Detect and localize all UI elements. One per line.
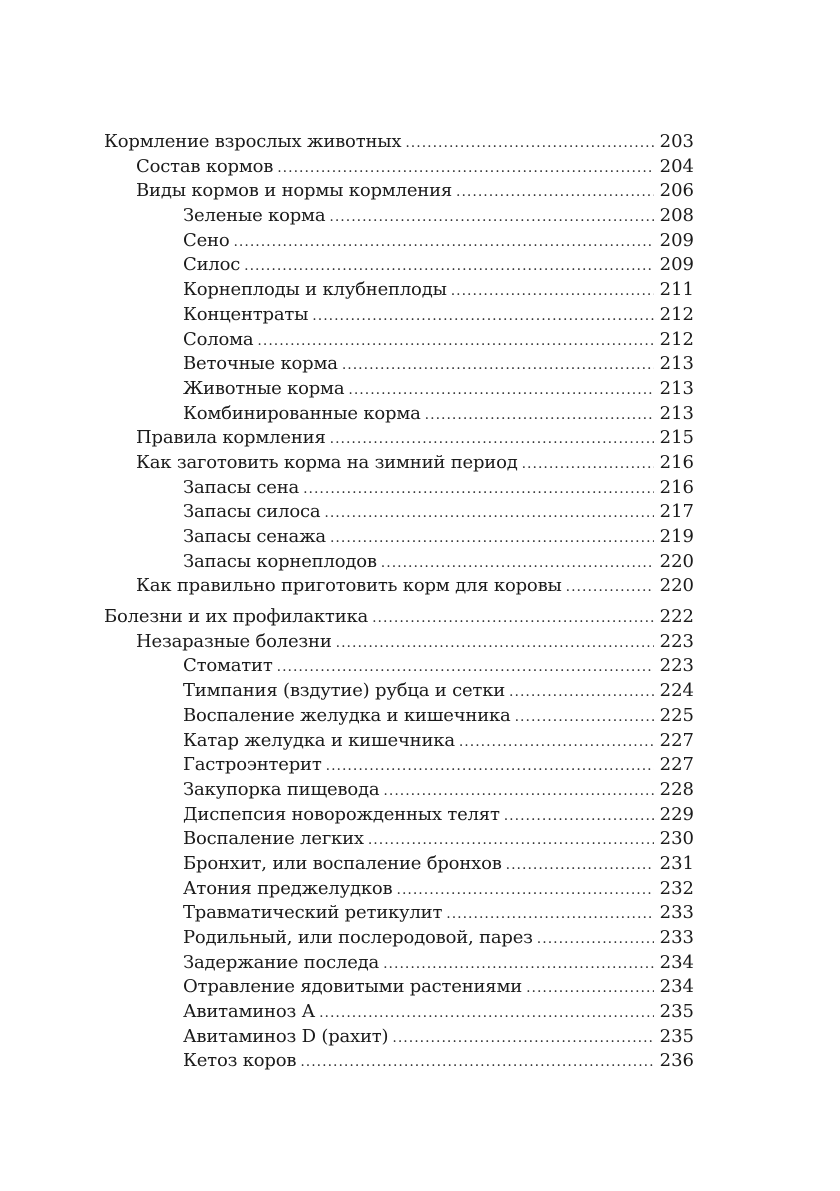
dot-leader: [312, 304, 653, 329]
dot-leader: [459, 730, 654, 755]
dot-leader: [319, 1001, 654, 1026]
toc-entry-page-number: 230: [659, 828, 694, 850]
toc-entry-page-number: 229: [659, 803, 694, 825]
dot-leader: [277, 156, 653, 181]
toc-entry-title: Веточные корма: [183, 353, 338, 375]
dot-leader: [515, 705, 654, 730]
toc-entry-title: Тимпания (вздутие) рубца и сетки: [183, 680, 506, 702]
toc-entry-page-number: 224: [659, 680, 694, 702]
toc-entry-title: Диспепсия новорожденных телят: [183, 803, 500, 825]
dot-leader: [233, 230, 653, 255]
toc-entry-page-number: 213: [659, 353, 694, 375]
dot-leader: [456, 180, 654, 205]
toc-entry-title: Запасы корнеплодов: [183, 550, 377, 572]
dot-leader: [336, 631, 654, 656]
toc-entry[interactable]: [104, 852, 694, 877]
toc-entry[interactable]: [104, 975, 694, 1000]
toc-entry-page-number: 235: [659, 1025, 694, 1047]
toc-entry-page-number: 233: [659, 927, 694, 948]
toc-entry-title: Зеленые корма: [183, 205, 326, 227]
toc-entry-title: Запасы сенажа: [183, 526, 326, 547]
dot-leader: [451, 279, 654, 304]
toc-entry-title: Воспаление желудка и кишечника: [183, 704, 511, 726]
toc-entry-title: Задержание последа: [183, 951, 380, 973]
dot-leader: [526, 976, 654, 1001]
toc-entry-title: Виды кормов и нормы кормления: [136, 180, 453, 202]
toc-entry-title: Воспаление легких: [183, 828, 364, 850]
toc-entry-title: Стоматит: [183, 655, 273, 677]
toc-entry-page-number: 220: [659, 575, 694, 597]
toc-entry-title: Комбинированные корма: [183, 402, 421, 424]
toc-entry-title: Гастроэнтерит: [183, 754, 322, 776]
toc-entry[interactable]: [104, 229, 694, 254]
toc-entry[interactable]: [104, 1025, 694, 1050]
toc-entry[interactable]: [104, 704, 694, 729]
dot-leader: [330, 427, 654, 452]
table-of-contents: [104, 130, 694, 1074]
dot-leader: [300, 1050, 653, 1075]
dot-leader: [324, 501, 653, 526]
toc-entry-page-number: 228: [659, 778, 694, 800]
toc-entry-page-number: 219: [659, 526, 694, 547]
toc-entry-title: Солома: [183, 328, 254, 350]
toc-section-entry[interactable]: [104, 130, 694, 155]
toc-entry-title: Как заготовить корма на зимний период: [136, 451, 518, 473]
toc-entry-page-number: 212: [659, 303, 694, 325]
dot-leader: [326, 754, 654, 779]
toc-entry-title: Запасы силоса: [183, 501, 321, 523]
toc-entry-title: Животные корма: [183, 377, 345, 399]
toc-entry[interactable]: [104, 179, 694, 204]
toc-entry-title: Концентраты: [183, 303, 309, 325]
toc-section-entry[interactable]: [104, 605, 694, 630]
toc-entry[interactable]: [104, 525, 694, 550]
toc-entry[interactable]: [104, 550, 694, 575]
dot-leader: [383, 952, 654, 977]
toc-entry-title: Корнеплоды и клубнеплоды: [183, 279, 447, 301]
dot-leader: [257, 329, 653, 354]
toc-entry[interactable]: [104, 328, 694, 353]
toc-entry-page-number: 203: [659, 131, 694, 152]
toc-entry-page-number: 236: [659, 1050, 694, 1072]
toc-entry[interactable]: [104, 402, 694, 427]
toc-entry[interactable]: [104, 803, 694, 828]
dot-leader: [244, 254, 654, 279]
dot-leader: [342, 353, 654, 378]
toc-entry[interactable]: [104, 352, 694, 377]
dot-leader: [405, 131, 653, 156]
toc-entry-page-number: 223: [659, 630, 694, 652]
dot-leader: [368, 828, 654, 853]
toc-entry-page-number: 231: [659, 852, 694, 874]
dot-leader: [303, 477, 654, 502]
toc-entry-page-number: 222: [659, 606, 694, 628]
dot-leader: [372, 606, 654, 631]
toc-entry-page-number: 235: [659, 1001, 694, 1023]
toc-entry-title: Правила кормления: [136, 427, 326, 449]
toc-entry-title: Бронхит, или воспаление бронхов: [183, 852, 502, 874]
toc-entry[interactable]: [104, 155, 694, 180]
toc-entry[interactable]: [104, 778, 694, 803]
toc-entry-title: Травматический ретикулит: [183, 902, 443, 924]
toc-entry[interactable]: [104, 426, 694, 451]
dot-leader: [566, 575, 654, 600]
toc-entry-title: Запасы сена: [183, 476, 300, 498]
toc-entry[interactable]: [104, 451, 694, 476]
dot-leader: [504, 804, 654, 829]
toc-entry-page-number: 223: [659, 655, 694, 677]
dot-leader: [383, 779, 653, 804]
toc-entry-page-number: 216: [659, 476, 694, 498]
toc-entry-page-number: 216: [659, 451, 694, 473]
toc-entry-title: Болезни и их профилактика: [104, 606, 369, 628]
toc-entry-page-number: 206: [659, 180, 694, 202]
toc-entry-title: Незаразные болезни: [136, 630, 332, 652]
dot-leader: [330, 526, 654, 551]
toc-entry[interactable]: [104, 500, 694, 525]
toc-entry-title: Силос: [183, 254, 241, 276]
toc-entry-page-number: 232: [659, 877, 694, 899]
toc-entry[interactable]: [104, 476, 694, 501]
dot-leader: [506, 853, 654, 878]
toc-entry-page-number: 234: [659, 951, 694, 973]
toc-entry-title: Сено: [183, 229, 230, 251]
toc-entry[interactable]: [104, 951, 694, 976]
toc-entry[interactable]: [104, 926, 694, 951]
toc-entry-title: Авитаминоз А: [183, 1001, 316, 1023]
toc-entry-page-number: 233: [659, 902, 694, 924]
toc-entry-title: Атония преджелудков: [183, 877, 393, 899]
toc-entry[interactable]: [104, 679, 694, 704]
toc-entry-page-number: 209: [659, 254, 694, 276]
toc-entry-title: Отравление ядовитыми растениями: [183, 976, 523, 998]
toc-entry-page-number: 220: [659, 550, 694, 572]
toc-entry-page-number: 204: [659, 155, 694, 177]
toc-entry-page-number: 217: [659, 501, 694, 523]
toc-entry[interactable]: [104, 729, 694, 754]
toc-entry-title: Состав кормов: [136, 155, 274, 177]
toc-entry-title: Авитаминоз D (рахит): [183, 1025, 389, 1047]
toc-entry[interactable]: [104, 1000, 694, 1025]
toc-entry-page-number: 208: [659, 205, 694, 227]
toc-entry[interactable]: [104, 574, 694, 599]
toc-entry[interactable]: [104, 1049, 694, 1074]
toc-entry-page-number: 211: [659, 279, 694, 301]
toc-entry-page-number: 213: [659, 377, 694, 399]
toc-entry-page-number: 213: [659, 402, 694, 424]
dot-leader: [329, 205, 653, 230]
toc-entry-page-number: 227: [659, 729, 694, 751]
dot-leader: [392, 1026, 653, 1051]
toc-entry[interactable]: [104, 877, 694, 902]
toc-entry[interactable]: [104, 377, 694, 402]
toc-entry[interactable]: [104, 303, 694, 328]
toc-entry[interactable]: [104, 204, 694, 229]
dot-leader: [397, 878, 654, 903]
toc-entry-title: Как правильно приготовить корм для коровы: [136, 575, 562, 597]
toc-entry[interactable]: [104, 901, 694, 926]
toc-entry-title: Кормление взрослых животных: [104, 131, 402, 152]
toc-entry-title: Закупорка пищевода: [183, 778, 380, 800]
dot-leader: [348, 378, 653, 403]
toc-entry-page-number: 212: [659, 328, 694, 350]
dot-leader: [381, 551, 654, 576]
toc-entry-title: Кетоз коров: [183, 1050, 297, 1072]
toc-entry-page-number: 234: [659, 976, 694, 998]
toc-entry-page-number: 215: [659, 427, 694, 449]
dot-leader: [277, 655, 654, 680]
toc-entry-title: Родильный, или послеродовой, парез: [183, 927, 533, 948]
toc-entry[interactable]: [104, 753, 694, 778]
toc-entry[interactable]: [104, 654, 694, 679]
toc-entry[interactable]: [104, 278, 694, 303]
dot-leader: [537, 927, 654, 952]
toc-entry-page-number: 225: [659, 704, 694, 726]
toc-entry[interactable]: [104, 630, 694, 655]
toc-entry-page-number: 227: [659, 754, 694, 776]
dot-leader: [446, 902, 653, 927]
toc-entry[interactable]: [104, 827, 694, 852]
dot-leader: [425, 403, 654, 428]
dot-leader: [522, 452, 654, 477]
toc-entry-title: Катар желудка и кишечника: [183, 729, 455, 751]
toc-entry[interactable]: [104, 253, 694, 278]
dot-leader: [509, 680, 654, 705]
toc-entry-page-number: 209: [659, 229, 694, 251]
